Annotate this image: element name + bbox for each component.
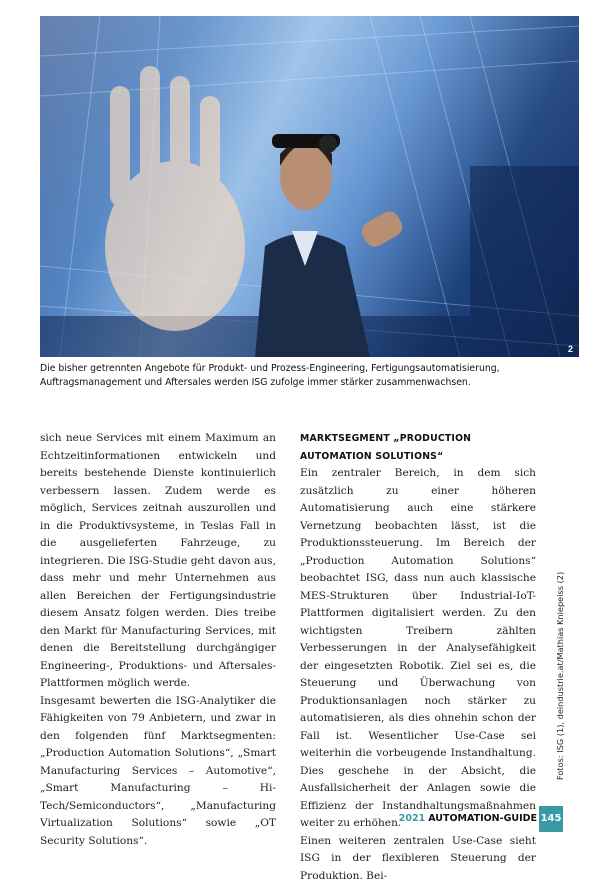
section-heading: MARKTSEGMENT „PRODUCTION AUTOMATION SOLUTIONS“ <box>300 430 536 465</box>
body-paragraph: Ein zentraler Bereich, in dem sich zusätzlich zu einer höheren Automatisierung auch eine stärkere Vernetzung beobachten lässt, ist die Produktionssteuerung. Im Bereich der „Production Automation Solutions“ beobachtet ISG, dass nun auch klassische MES-Strukturen über Industrial-IoT-Plattformen digitalisiert werden. Zu den wichtigsten Treibern zählten Verbesserungen in der Analysefähigkeit der eingesetzten Robotik. Ziel sei es, die Steuerung und Überwachung von Produktionsanlagen noch stärker zu automatisieren, als dies ohnehin schon der Fall ist. Wesentlicher Use-Case sei weiterhin die vorbeugende Instandhaltung. Dies geschehe in der Absicht, die Ausfallsicherheit der Anlagen sowie die Effizienz der Instandhaltungsmaßnahmen weiter zu erhöhen. <box>300 465 536 833</box>
article-column-left <box>40 430 276 850</box>
body-paragraph: Einen weiteren zentralen Use-Case sieht ISG in der flexibleren Steuerung der Produktion. Bei- <box>300 833 536 885</box>
footer-year: 2021 <box>399 813 425 824</box>
page-footer <box>399 813 537 824</box>
footer-publication: AUTOMATION-GUIDE <box>428 813 537 824</box>
article-photo <box>40 16 579 357</box>
body-paragraph: Insgesamt bewerten die ISG-Analytiker die Fähigkeiten von 79 Anbietern, und zwar in den folgenden fünf Marktsegmenten: „Production Automation Solutions“, „Smart Manufacturing Services – Automotive“, „Smart Manufacturing – Hi-Tech/Semiconductors“, „Manufacturing Virtualization Solutions“ sowie „OT Security Solutions“. <box>40 693 276 851</box>
figure-number: 2 <box>568 344 573 354</box>
photo-caption: Die bisher getrennten Angebote für Produkt- und Prozess-Engineering, Fertigungsautomatisierung, Auftragsmanagement und Aftersales werden ISG zufolge immer stärker zusammenwachsen. <box>40 362 560 390</box>
body-paragraph: sich neue Services mit einem Maximum an Echtzeitinformationen entwickeln und bereits bestehende Dienste kontinuierlich verbessern lassen. Zudem werde es möglich, Services zeitnah auszurollen und in die Produktivsysteme, in Teslas Fall in die ausgelieferten Fahrzeuge, zu integrieren. Die ISG-Studie geht davon aus, dass mehr und mehr Unternehmen aus allen Bereichen der Fertigungsindustrie diesem Ansatz folgen werden. Dies treibe den Markt für Manufacturing Services, mit denen die Bereitstellung durchgängiger Engineering-, Produktions- und Aftersales-Plattformen möglich werde. <box>40 430 276 693</box>
photo-illustration <box>40 16 579 357</box>
page-number: 145 <box>539 806 563 832</box>
photo-credit: Fotos: ISG (1), deindustrie.at/Mathias Kniepeiss (2) <box>555 572 565 780</box>
